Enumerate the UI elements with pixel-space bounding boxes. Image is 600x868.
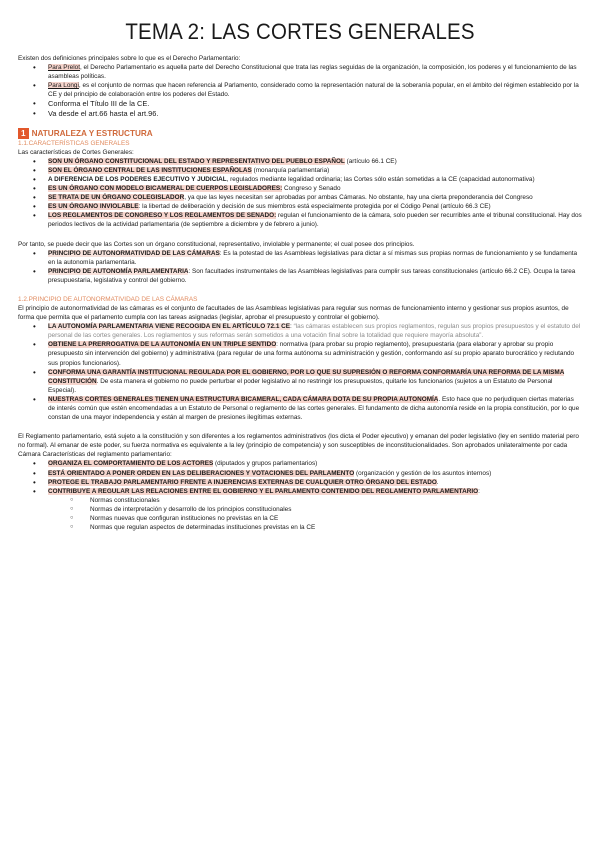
list-item-text: : la libertad de deliberación y decisión de sus miembros está especialmente protegida por el Código Penal (artículo 66.3 CE) [138,203,491,211]
list-item [18,459,582,468]
highlight-text: OBTIENE LA PRERROGATIVA DE LA AUTONOMÍA EN UN TRIPLE SENTIDO [48,341,277,349]
autonormatividad-paragraph: El principio de autonormatividad de las cámaras es el conjunto de facultades de las Asambleas legislativas para regular sus normas de funcionamiento interno y gestionar sus propios asuntos, de forma que permita que el parlamento cumpla con las tareas asignadas (legislar, aprobar el presupuesto y controlar el gobierno). [18,304,569,322]
list-item [18,469,582,478]
list-item-text: Congreso y Senado [282,185,341,193]
list-item [18,340,582,367]
summary-paragraph: Por tanto, se puede decir que las Cortes son un órgano constitucional, representativo, inviolable y permanente; el cual posee dos principios. [18,240,415,248]
list-item-text: , regulados mediante legalidad ordinaria; las Cortes sólo están sometidas a la CE (capacidad autonormativa) [226,175,535,183]
highlight-text: LA AUTONOMÍA PARLAMENTARIA VIENE RECOGIDA EN EL ARTÍCULO 72.1 CE [48,323,291,331]
list-item [18,487,582,496]
highlight-text: ES UN ÓRGANO INVIOLABLE [48,203,139,211]
intro-list [18,63,582,118]
list-item [18,81,582,99]
list-item-text: : normativa (para probar su propio reglamento), presupuestaria (para elaborar y aprobar su propio presupuesto sin intervención del gobierno) y administrativa (para regular de una forma autónoma su administración y gestión, conformando así su propio aparato burocrático y reclutando sus propios funcionarios). [48,341,575,367]
subsection-heading: 1.2.PRINCIPIO DE AUTONORMATIVIDAD DE LAS CÁMARAS [18,295,198,303]
list-item-text: Va desde el art.66 hasta el art.96. [48,108,159,118]
highlight-text: PRINCIPIO DE AUTONOMÍA PARLAMENTARIA [48,267,189,275]
list-item [18,211,582,229]
reglamento-list [18,459,582,495]
list-item-text: , es el conjunto de normas que hacen referencia al Parlamento, considerado como la representación natural de la soberanía popular, en el ámbito del régimen establecido por la CE y del principio de colaboración entre los poderes del Estado. [48,82,579,99]
list-item [18,267,582,285]
sub-list-item: ○ Normas nuevas que configuran instituciones no previstas en la CE [18,514,582,523]
highlight-text: ORGANIZA EL COMPORTAMIENTO DE LOS ACTORES [48,460,214,468]
list-item [18,166,582,175]
highlight-text: A DIFERENCIA DE LOS PODERES EJECUTIVO Y JUDICIAL [48,175,227,183]
list-item [18,193,582,202]
list-item-text: (artículo 66.1 CE) [344,157,397,165]
list-item [18,202,582,211]
highlight-text: ESTÁ ORIENTADO A PONER ORDEN EN LAS DELIBERACIONES Y VOTACIONES DEL PARLAMENTO [48,469,355,477]
list-item-text: : Son facultades instrumentales de las Asambleas legislativas para cumplir sus tareas constitucionales (artículo 66.2 CE). Ocupa la tarea presupuestaria, legislativa y control del gobierno. [48,267,576,284]
list-item [18,322,582,340]
list-item-text: regulan el funcionamiento de la cámara, solo pueden ser recurribles ante el tribunal constitucional. Hay dos periodos lectivos de la actividad parlamentaria (de septiembre a diciembre y de febrero a junio). [48,212,582,229]
list-item [18,368,582,395]
contenido-list [18,496,582,532]
list-item-text: . Esto hace que no perjudiquen ciertas materias de interés común que estén encomendadas a un Estatuto de Personal o reglamento de las cortes generales. El fundamento de dicha autonomía reside en la propia constitución, por lo que constan de una mayor independencia y están al margen de presiones ilegítimas externas. [48,395,580,422]
sub-list-item: ○ Normas de interpretación y desarrollo de los principios constitucionales [18,505,582,514]
list-item [18,175,582,184]
author-name: Para Prelot [48,64,80,72]
list-item-text: , ya que las leyes necesitan ser aprobadas por ambas Cámaras. No obstante, hay una cierta preponderancia del Congreso [184,194,533,202]
highlight-text: ES UN ÓRGANO CON MODELO BICAMERAL DE CUERPOS LEGISLADORES: [48,185,283,193]
characteristics-intro: Las características de Cortes Generales: [18,148,134,156]
highlight-text: PROTEGE EL TRABAJO PARLAMENTARIO FRENTE A INJERENCIAS EXTERNAS DE CUALQUIER OTRO ÓRGANO DEL ESTADO [48,478,437,486]
list-item [18,109,582,118]
page-title: TEMA 2: LAS CORTES GENERALES [125,19,475,44]
list-item [18,63,582,81]
highlight-text: SON EL ÓRGANO CENTRAL DE LAS INSTITUCIONES ESPAÑOLAS [48,166,252,174]
characteristics-list [18,157,582,230]
list-item-text: : [478,487,480,495]
highlight-text: LOS REGLAMENTOS DE CONGRESO Y LOS REGLAMENTOS DE SENADO: [48,212,277,220]
intro-paragraph: Existen dos definiciones principales sobre lo que es el Derecho Parlamentario: [18,55,241,62]
highlight-text: PRINCIPIO DE AUTONORMATIVIDAD DE LAS CÁMARAS [48,249,220,257]
list-item [18,249,582,267]
list-item-text: : Es la potestad de las Asambleas legislativas para dictar a sí mismas sus propias normas de funcionamiento y se fundamenta en la autonomía parlamentaria. [48,249,578,266]
list-item [18,395,582,422]
section-number: 1 [18,128,29,139]
list-item-text: . [436,478,439,486]
highlight-text: SE TRATA DE UN ÓRGANO COLEGISLADOR [48,194,185,202]
list-item-text: (organización y gestión de los asuntos internos) [354,469,492,477]
autonomy-list [18,322,582,422]
reglamento-paragraph: El Reglamento parlamentario, está sujeto a la constitución y son diferentes a los reglamentos administrativos (los dicta el Poder ejecutivo) y emanan del poder legislativo (ley en sentido material pero no formal). Al emanar de este poder, su fuerza normativa es equivalente a la ley (principio de competencia) y son susceptibles de inconstitucionalidades. Son aprobados unilateralmente por cada Cámara Características del reglamento parlamentario: [18,433,579,459]
list-item [18,99,582,108]
list-item-text: . De esta manera el gobierno no puede perturbar el poder legislativo al no restringir los presupuestos, quitarle los funcionarios (sujetos a un Estatuto de Personal Especial). [48,377,553,394]
highlight-text: NUESTRAS CORTES GENERALES TIENEN UNA ESTRUCTURA BICAMERAL, CADA CÁMARA DOTA DE SU PROPIA AUTONOMÍA [48,395,439,403]
list-item [18,478,582,487]
highlight-text: CONTRIBUYE A REGULAR LAS RELACIONES ENTRE EL GOBIERNO Y EL PARLAMENTO CONTENIDO DEL REGLAMENTO PARLAMENTARIO [48,487,479,495]
quote-text: “las cámaras establecen sus propios reglamentos, regulan sus propios presupuestos y el estatuto del personal de las cortes generales. Los reglamentos y sus reformas serán sometidos a una votación final sobre la totalidad que requiere mayoría absoluta”. [48,323,581,340]
list-item-text: : [290,323,294,331]
section-title: NATURALEZA Y ESTRUCTURA [31,128,153,138]
section-heading [18,128,582,139]
sub-list-item: ○ Normas que regulan aspectos de determinadas instituciones previstas en la CE [18,523,582,532]
list-item [18,184,582,193]
document-page [0,20,600,868]
highlight-text: CONFORMA UNA GARANTÍA INSTITUCIONAL REGULADA POR EL GOBIERNO, POR LO QUE SU SUPRESIÓN O REFORMA CONFORMARÍA UNA REFORMA DE LA MISMA CONSTITUCIÓN [48,368,565,385]
subsection-heading: 1.1.CARACTERÍSTICAS GENERALES [18,139,130,147]
sub-list-item: ○ Normas constitucionales [18,496,582,505]
author-name: Para Longi [48,82,79,90]
highlight-text: SON UN ÓRGANO CONSTITUCIONAL DEL ESTADO Y REPRESENTATIVO DEL PUEBLO ESPAÑOL [48,157,345,165]
list-item-text: Conforma el Título III de la CE. [48,99,150,109]
list-item-text: , el Derecho Parlamentario es aquella parte del Derecho Constitucional que trata las reglas seguidas de la organización, la composición, los poderes y el funcionamiento de las asambleas políticas. [48,64,577,81]
list-item-text: (diputados y grupos parlamentarios) [213,460,318,468]
list-item [18,157,582,166]
list-item-text: (monarquía parlamentaria) [251,166,330,174]
principles-list [18,249,582,285]
